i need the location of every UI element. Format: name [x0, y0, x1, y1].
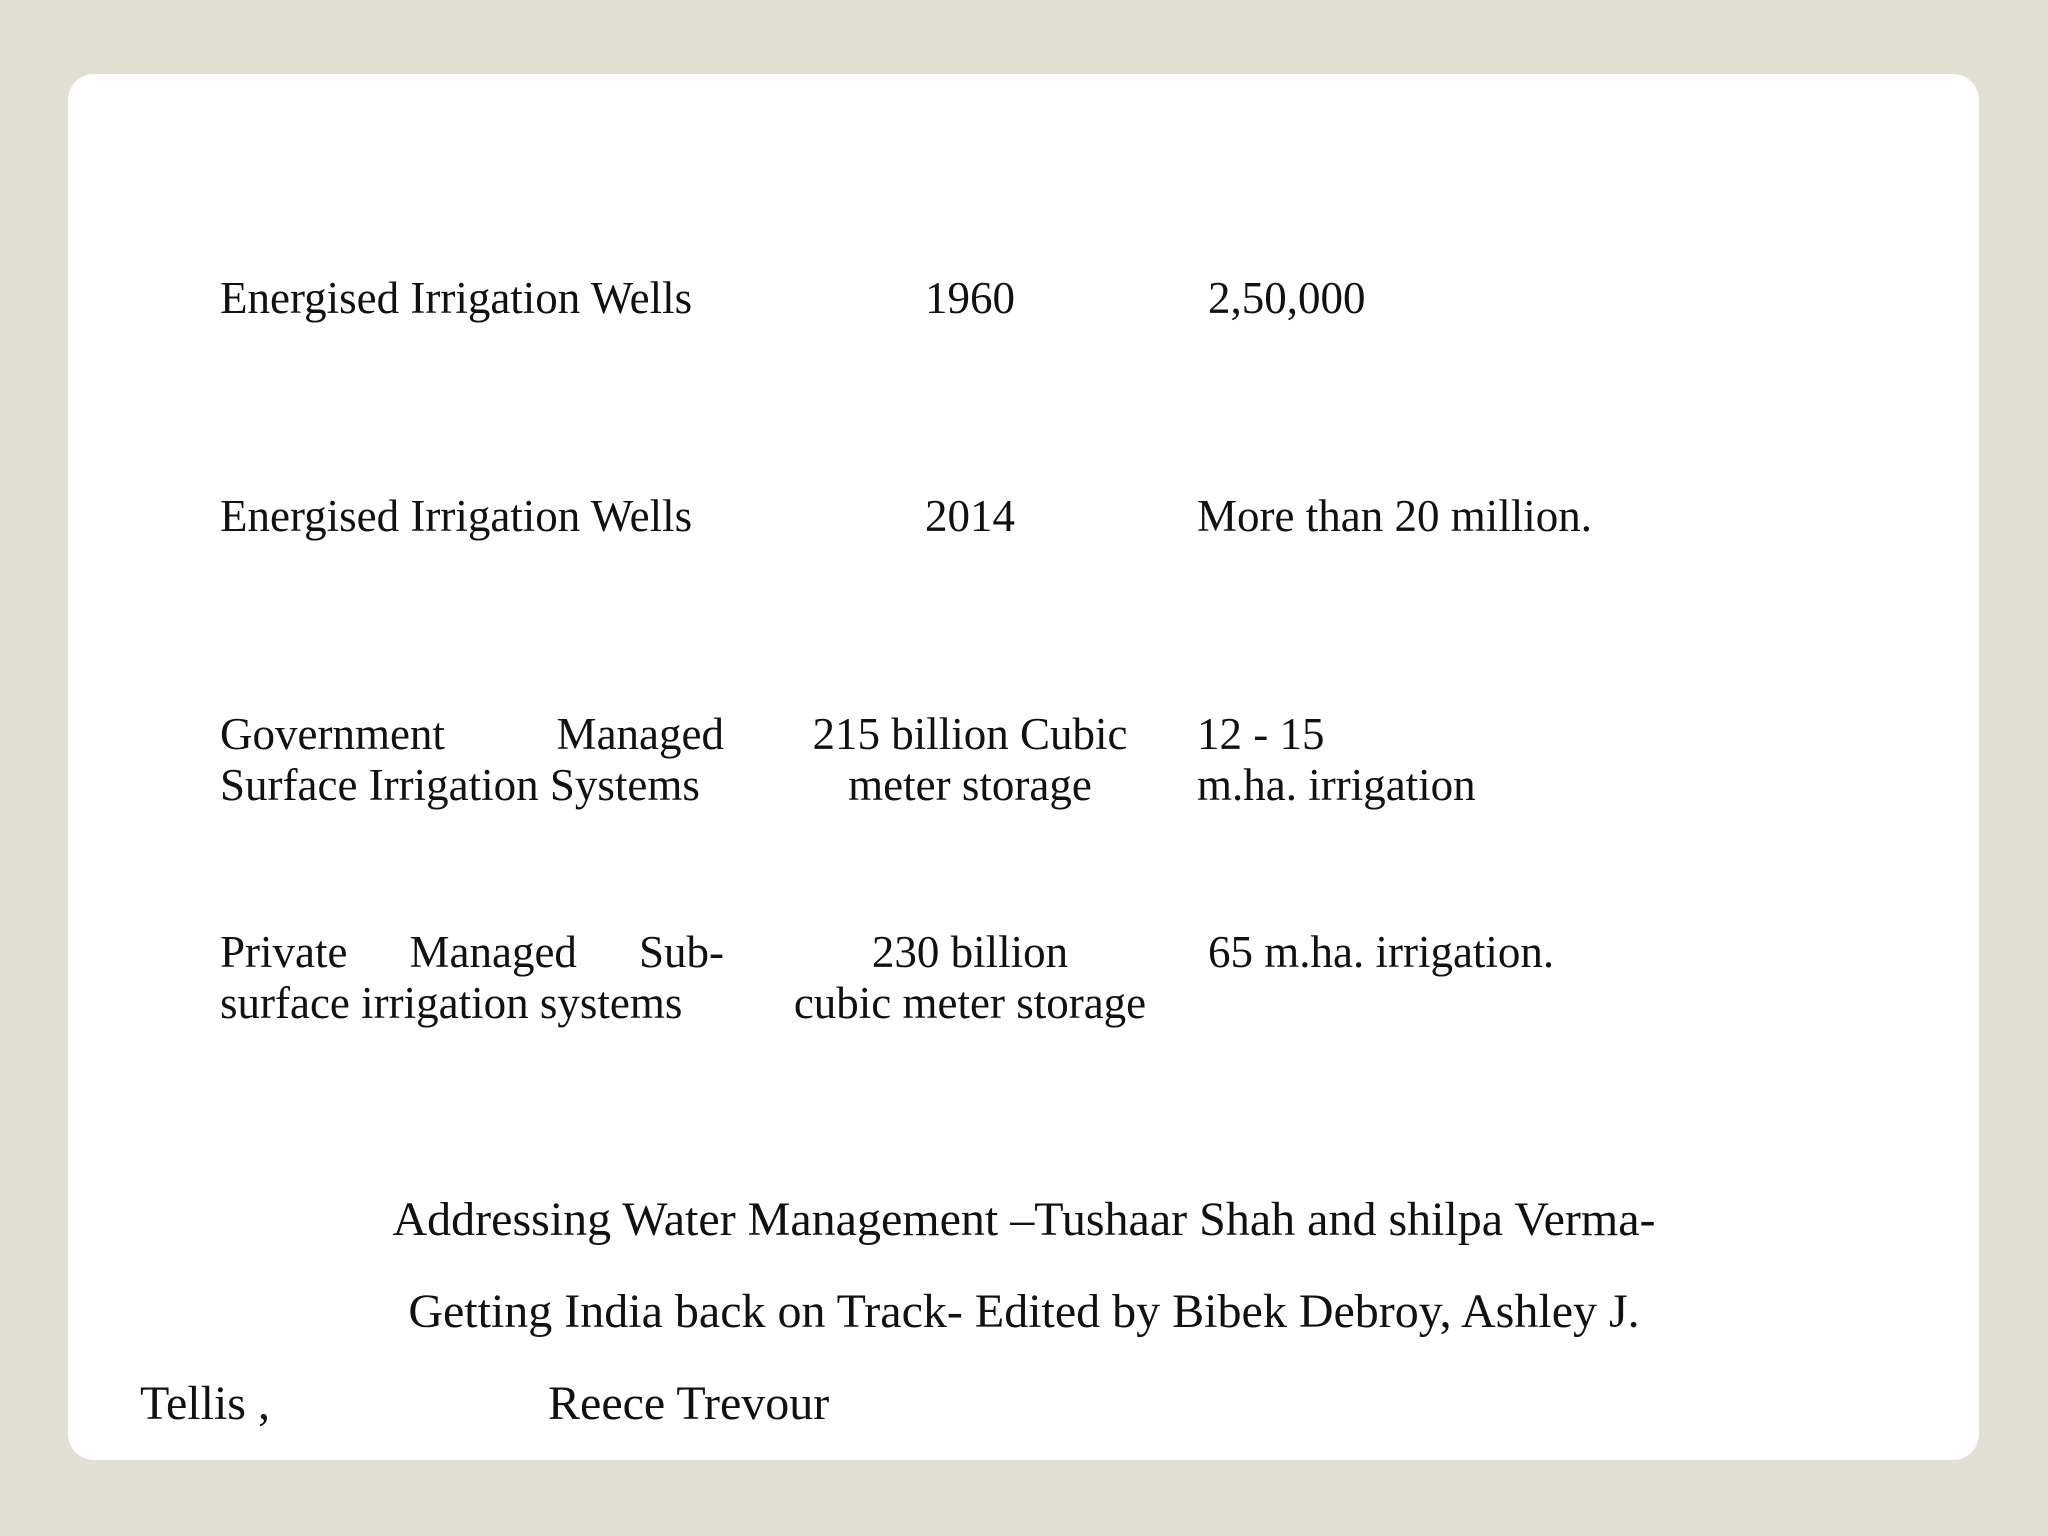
- row-1-year: 1960: [925, 273, 1015, 323]
- row-4-storage-line-2: cubic meter storage: [793, 978, 1147, 1028]
- row-3-storage-line-1: 215 billion Cubic: [812, 709, 1128, 759]
- row-2-system: Energised Irrigation Wells: [220, 491, 693, 541]
- row-4-storage-line-1: 230 billion: [871, 927, 1069, 977]
- reference-line-1: Addressing Water Management –Tushaar Shah and shilpa Verma-: [392, 1193, 1656, 1246]
- row-3-storage-line-2: meter storage: [848, 760, 1092, 810]
- row-2-value: More than 20 million.: [1197, 491, 1592, 541]
- row-3-value-line-1: 12 - 15: [1197, 709, 1325, 759]
- reference-line-3-author: Tellis ,: [140, 1377, 270, 1430]
- row-1-system: Energised Irrigation Wells: [220, 273, 693, 323]
- row-4-system: Private Managed Sub-surface irrigation systems: [220, 927, 724, 1028]
- row-2-year: 2014: [925, 491, 1015, 541]
- reference-line-3-editor: Reece Trevour: [548, 1377, 830, 1430]
- row-3-value-line-2: m.ha. irrigation: [1197, 760, 1476, 810]
- row-4-value: 65 m.ha. irrigation.: [1208, 927, 1555, 977]
- reference-line-2: Getting India back on Track- Edited by Bibek Debroy, Ashley J.: [408, 1285, 1640, 1338]
- row-3-system: Government Managed Surface Irrigation Systems: [220, 709, 724, 810]
- row-1-value: 2,50,000: [1208, 273, 1366, 323]
